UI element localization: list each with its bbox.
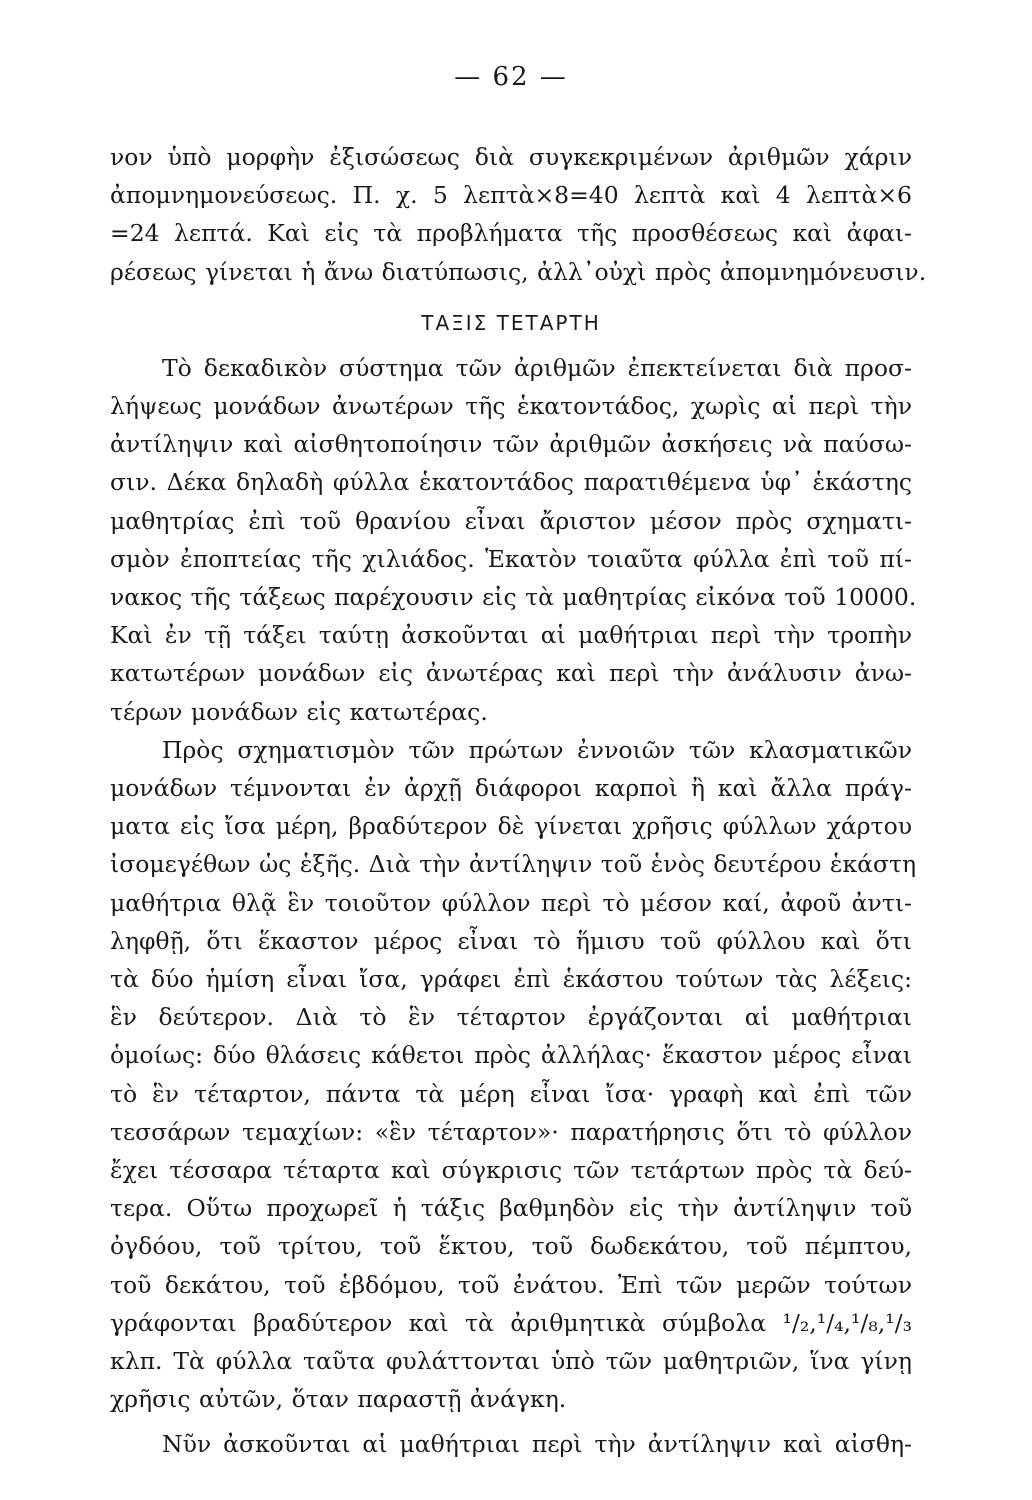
paragraph-1 — [110, 138, 927, 291]
text-line: μαθήτρια θλᾷ ἓν τοιοῦτον φύλλον περὶ τὸ μέσον καί, ἀφοῦ ἀντι- — [110, 888, 912, 917]
text-line: τέρων μονάδων εἰς κατωτέρας. — [110, 697, 488, 726]
text-line: ὀγδόου, τοῦ τρίτου, τοῦ ἕκτου, τοῦ δωδεκάτου, τοῦ πέμπτου, — [110, 1232, 912, 1261]
text-line: νακος τῆς τάξεως παρέχουσιν εἰς τὰ μαθητρίας εἰκόνα τοῦ 10000. — [110, 583, 917, 612]
text-line: τὰ δύο ἡμίση εἶναι ἴσα, γράφει ἐπὶ ἑκάστου τούτων τὰς λέξεις: — [110, 965, 912, 994]
text-line: χρῆσις αὐτῶν, ὅταν παραστῇ ἀνάγκη. — [110, 1385, 567, 1414]
paragraph-4 — [110, 1425, 912, 1463]
text-line: τὸ ἓν τέταρτον, πάντα τὰ μέρη εἶναι ἴσα· γραφὴ καὶ ἐπὶ τῶν — [110, 1079, 912, 1108]
paragraph-3 — [110, 731, 917, 1419]
text-line: Πρὸς σχηματισμὸν τῶν πρώτων ἐννοιῶν τῶν κλασματικῶν — [162, 735, 912, 764]
text-line: σιν. Δέκα δηλαδὴ φύλλα ἑκατοντάδος παρατιθέμενα ὑφ᾽ ἑκάστης — [110, 468, 912, 497]
text-line: Νῦν ἀσκοῦνται αἱ μαθήτριαι περὶ τὴν ἀντίληψιν καὶ αἰσθη- — [162, 1429, 912, 1458]
text-line: τερα. Οὕτω προχωρεῖ ἡ τάξις βαθμηδὸν εἰς τὴν ἀντίληψιν τοῦ — [110, 1194, 912, 1223]
section-heading: ΤΑΞΙΣ ΤΕΤΑΡΤΗ — [421, 310, 601, 335]
text-line: μονάδων τέμνονται ἐν ἀρχῇ διάφοροι καρποὶ ἢ καὶ ἄλλα πράγ- — [110, 774, 912, 803]
text-line: ἓν δεύτερον. Διὰ τὸ ἓν τέταρτον ἐργάζονται αἱ μαθήτριαι — [110, 1003, 912, 1032]
text-line: λήψεως μονάδων ἀνωτέρων τῆς ἑκατοντάδος, χωρὶς αἱ περὶ τὴν — [110, 392, 912, 421]
text-line: Τὸ δεκαδικὸν σύστημα τῶν ἀριθμῶν ἐπεκτείνεται διὰ προσ- — [162, 353, 912, 382]
text-line: =24 λεπτά. Καὶ εἰς τὰ προβλήματα τῆς προσθέσεως καὶ ἀφαι- — [110, 219, 912, 248]
text-line: ληφθῇ, ὅτι ἕκαστον μέρος εἶναι τὸ ἥμισυ τοῦ φύλλου καὶ ὅτι — [110, 926, 912, 955]
text-line: κατωτέρων μονάδων εἰς ἀνωτέρας καὶ περὶ τὴν ἀνάλυσιν ἀνω- — [110, 659, 912, 688]
text-line: ἔχει τέσσαρα τέταρτα καὶ σύγκρισις τῶν τετάρτων πρὸς τὰ δεύ- — [110, 1156, 912, 1185]
page-number: — 62 — — [454, 62, 568, 92]
text-line: τεσσάρων τεμαχίων: «ἓν τέταρτον»· παρατήρησις ὅτι τὸ φύλλον — [110, 1117, 912, 1146]
text-line: ἀπομνημονεύσεως. Π. χ. 5 λεπτὰ×8=40 λεπτὰ καὶ 4 λεπτὰ×6 — [110, 181, 912, 210]
text-line: γράφονται βραδύτερον καὶ τὰ ἀριθμητικὰ σύμβολα ¹/₂,¹/₄,¹/₈,¹/₃ — [110, 1308, 912, 1337]
text-line: σμὸν ἐποπτείας τῆς χιλιάδος. Ἑκατὸν τοιαῦτα φύλλα ἐπὶ τοῦ πί- — [110, 544, 912, 573]
paragraph-2 — [110, 349, 917, 731]
text-line: τοῦ δεκάτου, τοῦ ἑβδόμου, τοῦ ἐνάτου. Ἐπὶ τῶν μερῶν τούτων — [110, 1270, 912, 1299]
text-line: κλπ. Τὰ φύλλα ταῦτα φυλάττονται ὑπὸ τῶν μαθητριῶν, ἵνα γίνῃ — [110, 1347, 912, 1376]
text-line: ὁμοίως: δύο θλάσεις κάθετοι πρὸς ἀλλήλας· ἕκαστον μέρος εἶναι — [110, 1041, 912, 1070]
text-line: ἀντίληψιν καὶ αἰσθητοποίησιν τῶν ἀριθμῶν ἀσκήσεις νὰ παύσω- — [110, 430, 912, 459]
text-line: Καὶ ἐν τῇ τάξει ταύτῃ ἀσκοῦνται αἱ μαθήτριαι περὶ τὴν τροπὴν — [110, 621, 912, 650]
text-line: ρέσεως γίνεται ἡ ἄνω διατύπωσις, ἀλλ᾽οὐχὶ πρὸς ἀπομνημόνευσιν. — [110, 257, 927, 286]
text-line: ματα εἰς ἴσα μέρη, βραδύτερον δὲ γίνεται χρῆσις φύλλων χάρτου — [110, 812, 912, 841]
text-line: νον ὑπὸ μορφὴν ἐξισώσεως διὰ συγκεκριμένων ἀριθμῶν χάριν — [110, 143, 912, 171]
text-line: ἰσομεγέθων ὡς ἑξῆς. Διὰ τὴν ἀντίληψιν τοῦ ἑνὸς δευτέρου ἑκάστη — [110, 850, 917, 879]
text-line: μαθητρίας ἐπὶ τοῦ θρανίου εἶναι ἄριστον μέσον πρὸς σχηματι- — [110, 506, 912, 535]
